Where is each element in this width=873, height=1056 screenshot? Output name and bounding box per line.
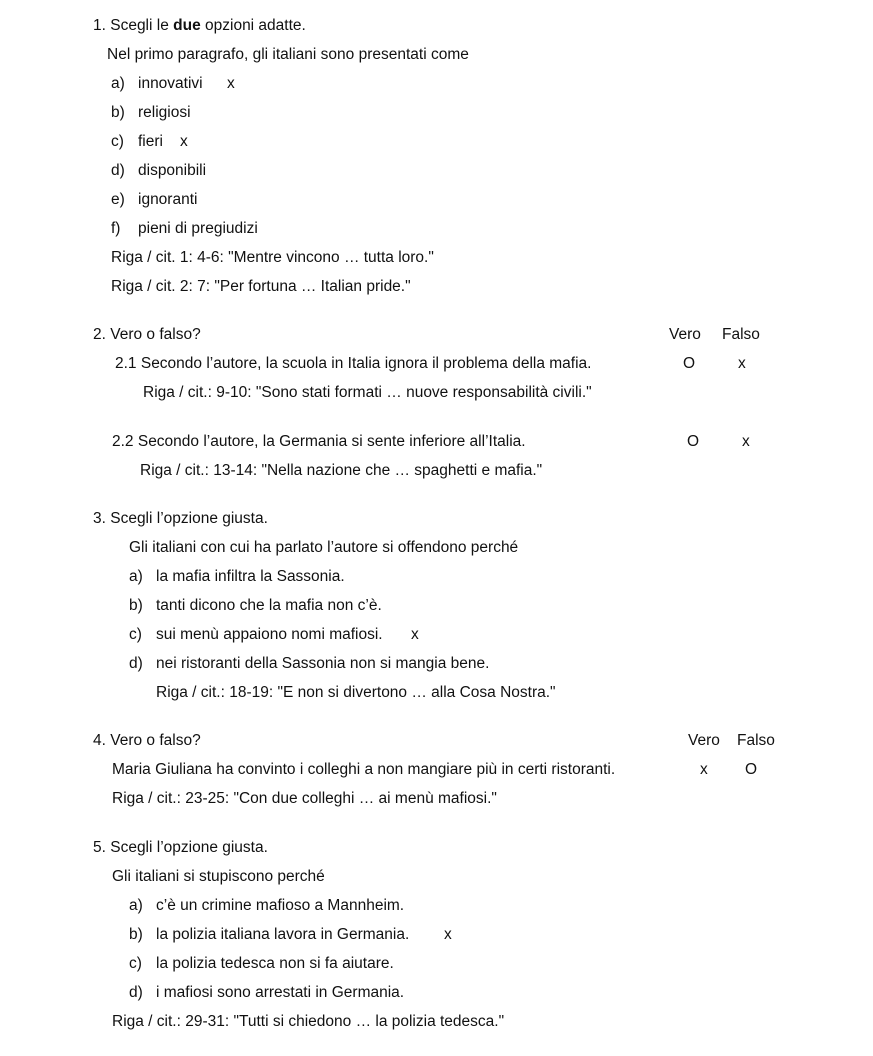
q5-option-d-text: i mafiosi sono arrestati in Germania. <box>156 984 405 1001</box>
q5-option-d[interactable]: d) <box>129 984 143 1001</box>
q1-option-c[interactable]: c) <box>111 133 124 150</box>
q2-statement-2-citation: Riga / cit.: 13-14: "Nella nazione che … spaghetti e mafia." <box>140 462 543 479</box>
q3-option-c[interactable]: c) <box>129 626 142 643</box>
q2-statement-2-falso[interactable]: x <box>742 433 750 450</box>
q2-vero-header: Vero <box>669 326 701 343</box>
q5-option-c[interactable]: c) <box>129 955 142 972</box>
q5-option-c-text: la polizia tedesca non si fa aiutare. <box>156 955 394 972</box>
q5-option-a[interactable]: a) <box>129 897 143 914</box>
q1-option-b[interactable]: b) <box>111 104 125 121</box>
q2-title: 2. Vero o falso? <box>93 326 201 343</box>
q1-option-a-mark: x <box>227 75 235 92</box>
q2-statement-1-citation: Riga / cit.: 9-10: "Sono stati formati … nuove responsabilità civili." <box>143 384 592 401</box>
q3-option-b-text: tanti dicono che la mafia non c’è. <box>156 597 382 614</box>
q2-falso-header: Falso <box>722 326 760 343</box>
q3-option-c-mark: x <box>411 626 419 643</box>
q4-falso-header: Falso <box>737 732 775 749</box>
q2-statement-1: 2.1 Secondo l’autore, la scuola in Italia ignora il problema della mafia. <box>115 355 592 372</box>
q3-stem: Gli italiani con cui ha parlato l’autore si offendono perché <box>129 539 519 556</box>
q3-option-d[interactable]: d) <box>129 655 143 672</box>
q4-vero-header: Vero <box>688 732 720 749</box>
q1-option-a[interactable]: a) <box>111 75 125 92</box>
q1-option-f-text: pieni di pregiudizi <box>138 220 258 237</box>
q4-statement-falso[interactable]: O <box>745 761 758 778</box>
q1-option-f[interactable]: f) <box>111 220 121 237</box>
q1-option-e[interactable]: e) <box>111 191 125 208</box>
q4-statement: Maria Giuliana ha convinto i colleghi a non mangiare più in certi ristoranti. <box>112 761 616 778</box>
q3-option-d-text: nei ristoranti della Sassonia non si mangia bene. <box>156 655 490 672</box>
q5-option-b-mark: x <box>444 926 452 943</box>
q2-statement-1-falso[interactable]: x <box>738 355 746 372</box>
q3-option-c-text: sui menù appaiono nomi mafiosi. <box>156 626 383 643</box>
q3-title: 3. Scegli l’opzione giusta. <box>93 510 268 527</box>
q1-option-d[interactable]: d) <box>111 162 125 179</box>
q1-option-b-text: religiosi <box>138 104 191 121</box>
q2-statement-1-vero[interactable]: O <box>683 355 696 372</box>
q5-title: 5. Scegli l’opzione giusta. <box>93 839 268 856</box>
q1-option-c-text: fieri <box>138 133 163 150</box>
q1-stem: Nel primo paragrafo, gli italiani sono presentati come <box>107 46 469 63</box>
q4-title: 4. Vero o falso? <box>93 732 201 749</box>
q3-option-a[interactable]: a) <box>129 568 143 585</box>
q1-option-a-text: innovativi <box>138 75 203 92</box>
q1-title: 1. Scegli le due opzioni adatte. <box>93 17 306 34</box>
q2-statement-2-vero[interactable]: O <box>687 433 700 450</box>
q5-option-b-text: la polizia italiana lavora in Germania. <box>156 926 410 943</box>
q3-option-b[interactable]: b) <box>129 597 143 614</box>
q1-option-e-text: ignoranti <box>138 191 198 208</box>
q1-option-d-text: disponibili <box>138 162 207 179</box>
q3-option-a-text: la mafia infiltra la Sassonia. <box>156 568 345 585</box>
q4-citation: Riga / cit.: 23-25: "Con due colleghi … ai menù mafiosi." <box>112 790 497 807</box>
q1-option-c-mark: x <box>180 133 188 150</box>
q2-statement-2: 2.2 Secondo l’autore, la Germania si sente inferiore all’Italia. <box>112 433 526 450</box>
q5-option-a-text: c’è un crimine mafioso a Mannheim. <box>156 897 405 914</box>
q5-stem: Gli italiani si stupiscono perché <box>112 868 325 885</box>
q3-citation: Riga / cit.: 18-19: "E non si divertono … alla Cosa Nostra." <box>156 684 556 701</box>
q5-citation: Riga / cit.: 29-31: "Tutti si chiedono … la polizia tedesca." <box>112 1013 505 1030</box>
q1-citation-1: Riga / cit. 1: 4-6: "Mentre vincono … tutta loro." <box>111 249 434 266</box>
q1-citation-2: Riga / cit. 2: 7: "Per fortuna … Italian pride." <box>111 278 411 295</box>
q5-option-b[interactable]: b) <box>129 926 143 943</box>
q4-statement-vero[interactable]: x <box>700 761 708 778</box>
